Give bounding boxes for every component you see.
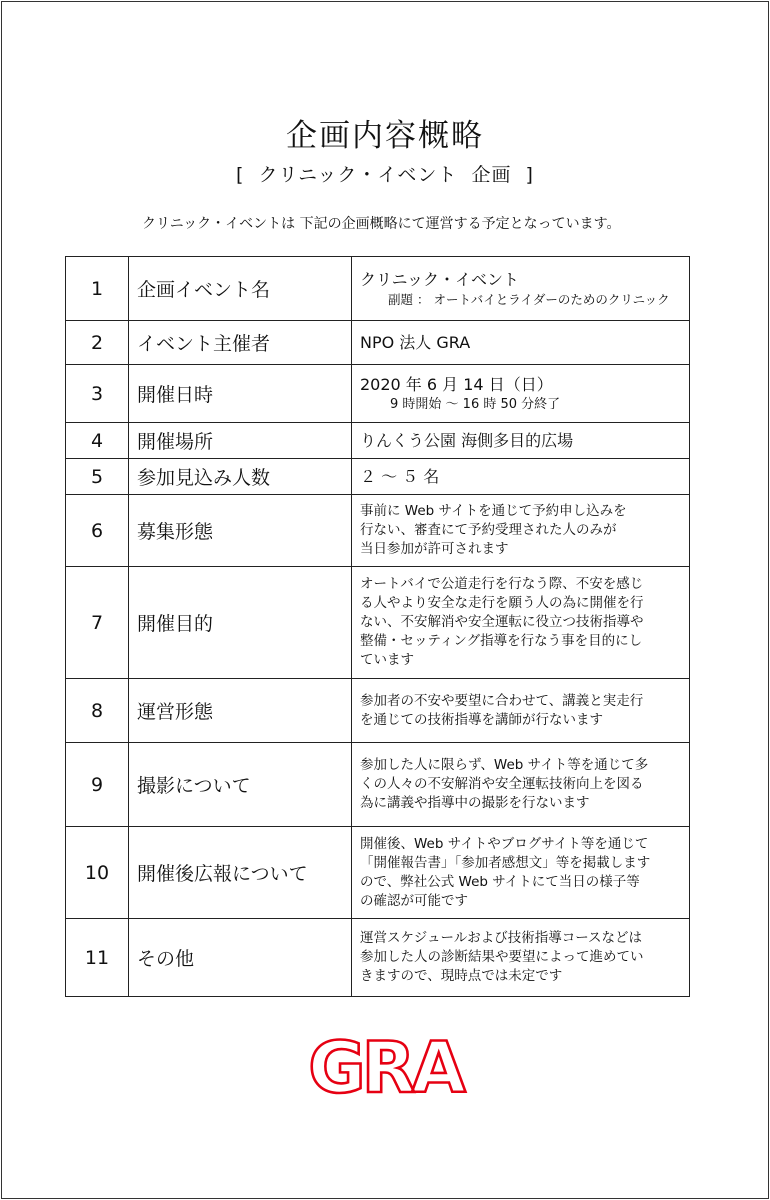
table-row xyxy=(66,919,690,997)
content-line: ない、不安解消や安全運転に役立つ技術指導や xyxy=(360,614,644,630)
content-line: ２ ～ ５ 名 xyxy=(360,466,440,486)
row-label: 撮影について xyxy=(129,743,352,827)
table-row xyxy=(66,743,690,827)
content-line: 参加した人の診断結果や要望によって進めてい xyxy=(360,949,644,965)
content-line: 参加者の不安や要望に合わせて、講義と実走行 xyxy=(360,692,644,709)
row-number: 6 xyxy=(66,495,129,567)
row-label: イベント主催者 xyxy=(129,321,352,365)
row-number: 11 xyxy=(66,919,129,997)
table-row xyxy=(66,827,690,919)
row-number: 9 xyxy=(66,743,129,827)
content-line: ので、弊社公式 Web サイトにて当日の様子等 xyxy=(360,873,640,890)
content-line: NPO 法人 GRA xyxy=(360,332,471,352)
table-row xyxy=(66,495,690,567)
row-content xyxy=(352,257,690,321)
row-label: 開催日時 xyxy=(129,365,352,423)
row-label: その他 xyxy=(129,919,352,997)
row-label: 募集形態 xyxy=(129,495,352,567)
content-line: の確認が可能です xyxy=(360,892,468,909)
content-line: 開催後、Web サイトやブログサイト等を通じて xyxy=(360,835,649,852)
content-line: きますので、現時点では未定です xyxy=(360,968,563,984)
page-subtitle: [ クリニック・イベント 企画 ] xyxy=(236,164,534,186)
row-content xyxy=(352,423,690,459)
content-line: 整備・セッティング指導を行なう事を目的にし xyxy=(360,633,643,649)
table-row xyxy=(66,459,690,495)
content-line: を通じての技術指導を講師が行ないます xyxy=(360,711,603,728)
row-label: 開催目的 xyxy=(129,567,352,679)
logo-text: GRA xyxy=(308,1036,462,1100)
row-number: 8 xyxy=(66,679,129,743)
row-number: 3 xyxy=(66,365,129,423)
content-line: 行ない、審査にて予約受理された人のみが xyxy=(360,522,617,538)
intro-text: クリニック・イベントは 下記の企画概略にて運営する予定となっています。 xyxy=(142,216,621,232)
content-line: クリニック・イベント xyxy=(360,270,520,289)
row-label: 開催場所 xyxy=(129,423,352,459)
content-line: ています xyxy=(360,652,414,668)
row-label: 企画イベント名 xyxy=(129,257,352,321)
row-number: 7 xyxy=(66,567,129,679)
plan-table xyxy=(65,256,690,997)
content-line: 為に講義や指導中の撮影を行ないます xyxy=(360,795,590,811)
page-title: 企画内容概略 xyxy=(286,118,484,154)
row-content xyxy=(352,743,690,827)
gra-logo xyxy=(290,1036,480,1100)
row-content xyxy=(352,679,690,743)
table-row xyxy=(66,257,690,321)
content-line: 「開催報告書」「参加者感想文」等を掲載します xyxy=(360,854,651,871)
table-row xyxy=(66,365,690,423)
row-content xyxy=(352,459,690,495)
row-content xyxy=(352,321,690,365)
row-number: 1 xyxy=(66,257,129,321)
content-subline: 9 時開始 ～ 16 時 50 分終了 xyxy=(390,396,561,412)
content-line: 参加した人に限らず、Web サイト等を通じて多 xyxy=(360,757,649,773)
row-number: 2 xyxy=(66,321,129,365)
row-number: 10 xyxy=(66,827,129,919)
table-row xyxy=(66,567,690,679)
row-label: 運営形態 xyxy=(129,679,352,743)
content-line: る人やより安全な走行を願う人の為に開催を行 xyxy=(360,595,644,611)
content-line: 当日参加が許可されます xyxy=(360,541,509,557)
content-line: 運営スケジュールおよび技術指導コースなどは xyxy=(360,930,643,946)
content-line: 2020 年 6 月 14 日（日） xyxy=(360,374,553,394)
content-line: オートバイで公道走行を行なう際、不安を感じ xyxy=(360,576,644,592)
row-content xyxy=(352,919,690,997)
row-number: 4 xyxy=(66,423,129,459)
row-content xyxy=(352,567,690,679)
table-row xyxy=(66,423,690,459)
row-number: 5 xyxy=(66,459,129,495)
content-line: くの人々の不安解消や安全運転技術向上を図る xyxy=(360,776,644,792)
row-content xyxy=(352,365,690,423)
row-content xyxy=(352,827,690,919)
content-subline: 副題 ： オートバイとライダーのためのクリニック xyxy=(388,292,670,307)
row-content xyxy=(352,495,690,567)
content-line: 事前に Web サイトを通じて予約申し込みを xyxy=(360,503,627,519)
row-label: 参加見込み人数 xyxy=(129,459,352,495)
table-row xyxy=(66,679,690,743)
content-line: りんくう公園 海側多目的広場 xyxy=(360,430,574,450)
table-row xyxy=(66,321,690,365)
row-label: 開催後広報について xyxy=(129,827,352,919)
